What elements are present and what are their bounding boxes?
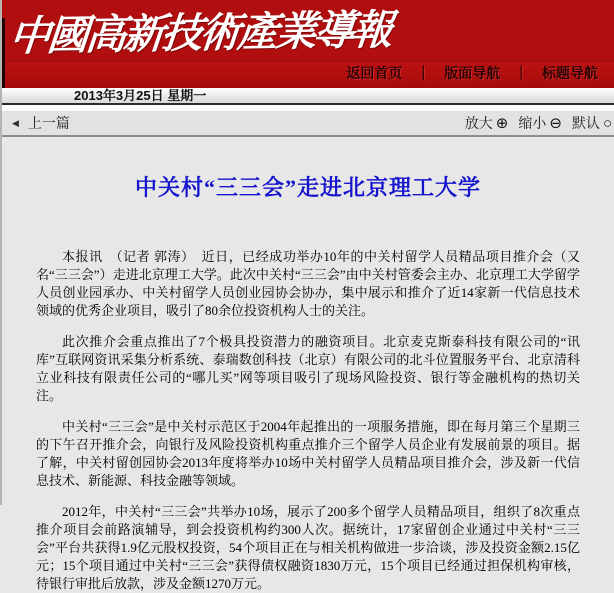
- date-bar: [2, 88, 614, 105]
- article-toolbar: [2, 111, 614, 137]
- default-size-button[interactable]: [572, 113, 612, 133]
- zoom-out-button[interactable]: [518, 113, 562, 133]
- article-paragraph: 中关村“三三会”是中关村示范区于2004年起推出的一项服务措施，即在每月第三个星期三的下午召开推介会，向银行及风险投资机构重点推介三个留学人员企业有发展前景的项目。据了解，中关村留创园协会2013年度将举办10场中关村留学人员精品项目推介会，涉及新一代信息技术、新能源、科技金融等领域。: [36, 419, 580, 488]
- circle-minus-icon: ⊖: [549, 115, 562, 132]
- newspaper-logo: 中國高新技術產業導報: [7, 5, 393, 61]
- nav-link-title-navigation[interactable]: 标题导航: [542, 65, 598, 81]
- masthead-nav: [346, 63, 598, 83]
- article-paragraph: 2012年，中关村“三三会”共举办10场，展示了200多个留学人员精品项目，组织了8次重点推介项目会前路演辅导，到会投资机构约300人次。据统计，17家留创企业通过中关村“三三会”平台共获得1.9亿元股权投资，54个项目正在与相关机构做进一步洽谈，涉及投资金额2.15亿元；15个项目通过中关村“三三会”获得债权融资1830万元，15个项目已经通过担保机构审核，待银行审批后放款，涉及金额1270万元。: [36, 504, 580, 591]
- article-paragraph: 本报讯 （记者 郭涛） 近日，已经成功举办10年的中关村留学人员精品项目推介会（又名“三三会”）走进北京理工大学。此次中关村“三三会”由中关村管委会主办、北京理工大学留学人员创业园承办、中关村留学人员创业园协会协办，集中展示和推介了近14家新一代信息技术领域的优秀企业项目，吸引了80余位投资机构人士的关注。: [36, 249, 580, 318]
- previous-article-button[interactable]: [12, 113, 70, 133]
- zoom-out-label: 缩小: [518, 115, 547, 131]
- circle-icon: ○: [602, 114, 612, 132]
- nav-link-page-navigation[interactable]: 版面导航: [444, 65, 501, 81]
- masthead-banner: [2, 0, 614, 88]
- nav-link-home[interactable]: 返回首页: [346, 65, 403, 81]
- circle-plus-icon: ⊕: [495, 115, 509, 132]
- article-title: 中关村“三三会”走进北京理工大学: [134, 175, 481, 200]
- previous-article-label: 上一篇: [27, 115, 70, 131]
- zoom-in-label: 放大: [464, 115, 493, 131]
- default-size-label: 默认: [571, 115, 600, 131]
- left-edge-notch: [2, 18, 5, 88]
- date-text: 2013年3月25日 星期一: [74, 88, 207, 103]
- zoom-in-button[interactable]: [465, 113, 509, 133]
- article-paragraph: 此次推介会重点推出了7个极具投资潜力的融资项目。北京麦克斯泰科技有限公司的“讯库”互联网资讯采集分析系统、泰瑞数创科技（北京）有限公司的北斗位置服务平台、北京清科立业科技有限责任公司的“哪儿买”网等项目吸引了现场风险投资、银行等金融机构的热切关注。: [36, 334, 580, 403]
- article-content: [2, 137, 614, 593]
- nav-separator: ｜: [416, 65, 431, 81]
- nav-separator: ｜: [514, 65, 529, 81]
- left-triangle-icon: ◀: [12, 117, 19, 128]
